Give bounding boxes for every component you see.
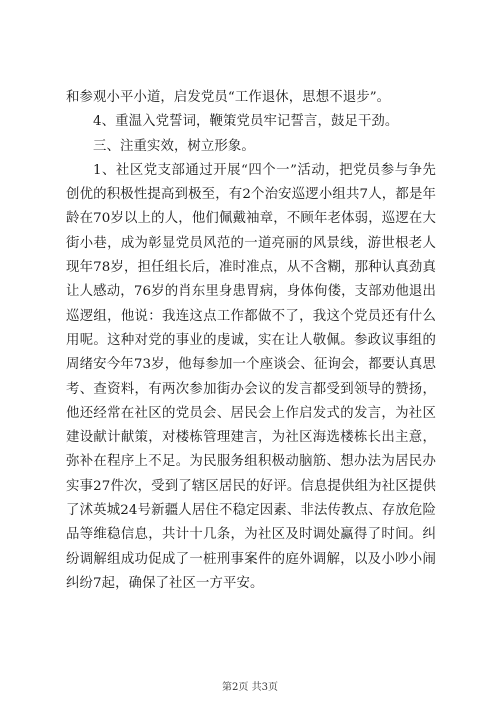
page-footer: 第2页 共3页 <box>222 682 278 693</box>
paragraph-item-1: 1、社区党支部通过开展“四个一”活动，把党员参与争先创优的积极性提高到极至，有2个治安巡逻小组共7人，都是年龄在70岁以上的人，他们佩戴袖章，不顾年老体弱，巡逻在大街小巷，成为彰显党员风范的一道亮丽的风景线，游世根老人现年78岁，担任组长后，准时准点，从不含糊，那种认真劲真让人感动，76岁的肖东里身患胃病，身体佝偻，支部劝他退出巡逻组，他说：我连这点工作都做不了，我这个党员还有什么用呢。这种对党的事业的虔诚，实在让人敬佩。参政议事组的周绪安今年73岁，他每参加一个座谈会、征询会，都要认真思考、查资料，有两次参加街办会议的发言都受到领导的赞扬，他还经常在社区的党员会、居民会上作启发式的发言，为社区建设献计献策，对楼栋管理建言，为社区海选楼栋长出主意，弥补在程序上不足。为民服务组积极动脑筋、想办法为居民办实事27件次，受到了辖区居民的好评。信息提供组为社区提供了沭英城24号新疆人居住不稳定因素、非法传教点、存放危险品等维稳信息，共计十几条，为社区及时调处赢得了时间。纠纷调解组成功促成了一桩刑事案件的庭外调解，以及小吵小闹纠纷7起，确保了社区一方平安。 <box>66 162 436 591</box>
paragraph-continuation: 和参观小平小道，启发党员“工作退休，思想不退步”。 <box>66 90 391 105</box>
section-heading-3: 三、注重实效，树立形象。 <box>93 138 255 154</box>
paragraph-item-4: 4、重温入党誓词，鞭策党员牢记誓言，鼓足干劲。 <box>93 114 399 130</box>
document-body <box>66 86 436 596</box>
